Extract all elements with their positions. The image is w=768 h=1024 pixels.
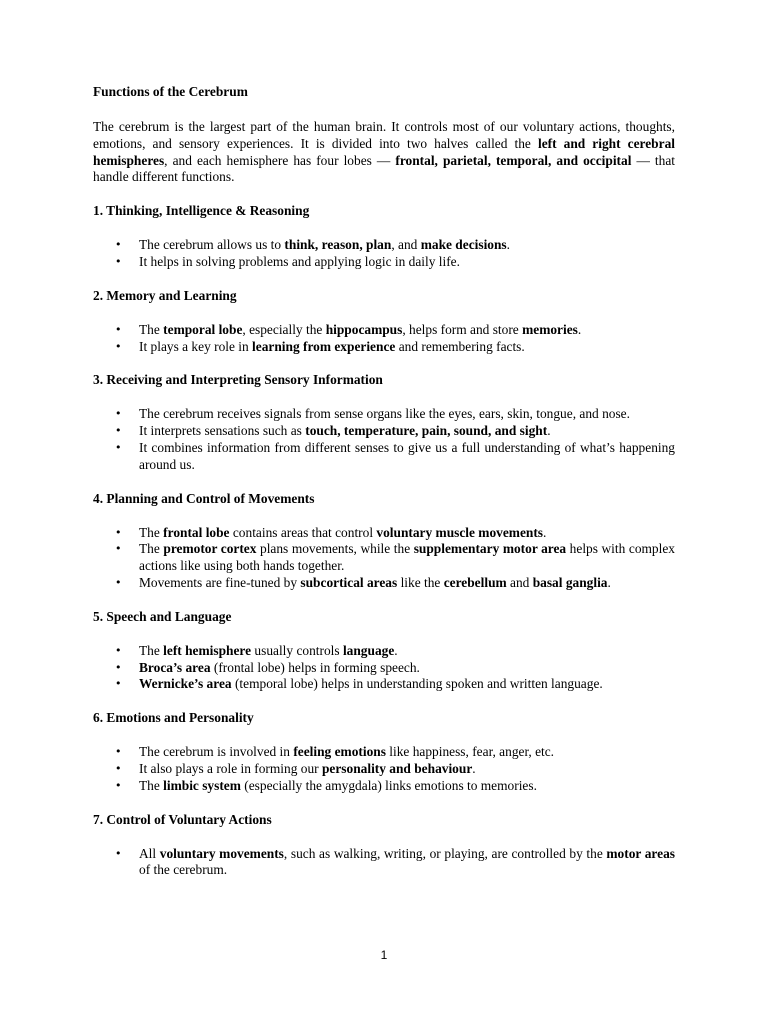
section-heading: 2. Memory and Learning bbox=[93, 287, 237, 303]
bold-text: learning from experience bbox=[252, 338, 396, 354]
text-run: plans movements, while the bbox=[256, 541, 414, 557]
bold-text: personality and behaviour bbox=[321, 760, 473, 776]
text-run: Movements are fine-tuned by bbox=[139, 574, 301, 590]
text-run: It interprets sensations such as bbox=[139, 423, 306, 439]
bullet-icon: • bbox=[115, 677, 122, 691]
bullet-item bbox=[93, 846, 675, 880]
bullet-item bbox=[93, 575, 675, 592]
bold-text: motor areas bbox=[606, 845, 675, 861]
text-run: , especially the bbox=[242, 321, 326, 337]
bold-text: frontal, parietal, temporal, and occipital bbox=[395, 152, 632, 168]
text-run: and bbox=[506, 574, 533, 590]
bullet-list bbox=[93, 237, 675, 271]
bold-text: cerebellum bbox=[443, 574, 507, 590]
bullet-item bbox=[93, 761, 675, 778]
bullet-item bbox=[93, 676, 675, 693]
text-run: . bbox=[577, 321, 582, 337]
bullet-icon: • bbox=[115, 339, 122, 353]
bold-text: subcortical areas bbox=[300, 574, 398, 590]
text-run: It helps in solving problems and applying logic in daily life. bbox=[139, 253, 460, 269]
bullet-icon: • bbox=[115, 407, 122, 421]
text-run: , such as walking, writing, or playing, are controlled by the bbox=[283, 845, 607, 861]
section-heading: 3. Receiving and Interpreting Sensory Information bbox=[93, 372, 383, 388]
bold-text: touch, temperature, pain, sound, and sight bbox=[305, 423, 548, 439]
text-run: The cerebrum is involved in bbox=[139, 744, 294, 760]
text-run: . bbox=[543, 524, 547, 540]
text-run: usually controls bbox=[251, 642, 343, 658]
text-run: It plays a key role in bbox=[139, 338, 253, 354]
text-run: . bbox=[472, 760, 476, 776]
text-run: The bbox=[139, 777, 164, 793]
bold-text: hippocampus bbox=[325, 321, 403, 337]
sections-container bbox=[93, 203, 675, 879]
section-heading: 4. Planning and Control of Movements bbox=[93, 490, 315, 506]
bold-text: supplementary motor area bbox=[413, 541, 567, 557]
bullet-list bbox=[93, 643, 675, 693]
section-heading: 7. Control of Voluntary Actions bbox=[93, 811, 272, 827]
text-run: and remembering facts. bbox=[395, 338, 525, 354]
bullet-list bbox=[93, 744, 675, 794]
text-run: , helps form and store bbox=[402, 321, 523, 337]
bullet-icon: • bbox=[115, 778, 122, 792]
section-heading: 1. Thinking, Intelligence & Reasoning bbox=[93, 203, 310, 219]
bold-text: language bbox=[342, 642, 395, 658]
bullet-icon: • bbox=[115, 761, 122, 775]
bold-text: Wernicke’s area bbox=[139, 676, 232, 692]
bullet-list bbox=[93, 406, 675, 473]
text-run: (frontal lobe) helps in forming speech. bbox=[210, 659, 420, 675]
bold-text: think, reason, plan bbox=[284, 237, 392, 253]
intro-paragraph bbox=[93, 119, 675, 186]
bullet-list bbox=[93, 846, 675, 880]
bullet-item bbox=[93, 322, 675, 339]
text-run: . bbox=[547, 423, 551, 439]
bullet-list bbox=[93, 525, 675, 592]
text-run: The bbox=[139, 541, 164, 557]
bullet-icon: • bbox=[115, 424, 122, 438]
bold-text: left hemisphere bbox=[163, 642, 252, 658]
bullet-icon: • bbox=[115, 575, 122, 589]
text-run: like the bbox=[397, 574, 444, 590]
bullet-item bbox=[93, 406, 675, 423]
bullet-item bbox=[93, 339, 675, 356]
bullet-icon: • bbox=[115, 643, 122, 657]
bullet-icon: • bbox=[115, 322, 122, 336]
text-run: . bbox=[607, 574, 611, 590]
text-run: (temporal lobe) helps in understanding spoken and written language. bbox=[231, 676, 603, 692]
bullet-item bbox=[93, 254, 675, 271]
bullet-item bbox=[93, 643, 675, 660]
document-title: Functions of the Cerebrum bbox=[93, 84, 248, 99]
bullet-icon: • bbox=[115, 660, 122, 674]
text-run: like happiness, fear, anger, etc. bbox=[385, 744, 555, 760]
bullet-item bbox=[93, 744, 675, 761]
text-run: , and bbox=[391, 237, 421, 253]
text-run: . bbox=[394, 642, 398, 658]
bullet-list bbox=[93, 322, 675, 356]
text-run: of the cerebrum. bbox=[139, 862, 228, 878]
text-run: The bbox=[139, 642, 164, 658]
text-run: It combines information from different senses to give us a full understanding of what’s happening around us. bbox=[139, 439, 675, 472]
bullet-item bbox=[93, 237, 675, 254]
bullet-item bbox=[93, 525, 675, 542]
page-number: 1 bbox=[380, 948, 388, 962]
bullet-item bbox=[93, 423, 675, 440]
text-run: , and each hemisphere has four lobes — bbox=[164, 152, 396, 168]
text-run: All bbox=[139, 845, 160, 861]
bold-text: feeling emotions bbox=[293, 744, 386, 760]
bold-text: voluntary muscle movements bbox=[376, 524, 544, 540]
bold-text: temporal lobe bbox=[163, 321, 243, 337]
text-run: helps with complex actions like using both hands together. bbox=[139, 541, 675, 574]
bullet-icon: • bbox=[115, 525, 122, 539]
text-run: . bbox=[506, 237, 511, 253]
bullet-icon: • bbox=[115, 254, 122, 268]
text-run: It also plays a role in forming our bbox=[139, 760, 322, 776]
bold-text: frontal lobe bbox=[163, 524, 230, 540]
bold-text: limbic system bbox=[163, 777, 241, 793]
bullet-icon: • bbox=[115, 745, 122, 759]
bold-text: voluntary movements bbox=[159, 845, 284, 861]
bullet-item bbox=[93, 660, 675, 677]
bold-text: basal ganglia bbox=[532, 574, 608, 590]
section-heading: 6. Emotions and Personality bbox=[93, 710, 254, 726]
section-heading: 5. Speech and Language bbox=[93, 608, 232, 624]
document-page bbox=[93, 84, 675, 879]
text-run: The cerebrum is the largest part of the human brain. It controls most of our voluntary actions, thoughts, emotions, and sensory experiences. It is divided into two halves called the bbox=[93, 119, 675, 151]
text-run: (especially the amygdala) links emotions to memories. bbox=[240, 777, 537, 793]
bullet-icon: • bbox=[115, 440, 122, 454]
bullet-icon: • bbox=[115, 238, 122, 252]
text-run: contains areas that control bbox=[229, 524, 377, 540]
bold-text: memories bbox=[522, 321, 578, 337]
text-run: The cerebrum allows us to bbox=[139, 237, 285, 253]
bold-text: premotor cortex bbox=[163, 541, 257, 557]
bold-text: make decisions bbox=[420, 237, 507, 253]
text-run: The bbox=[139, 524, 164, 540]
bold-text: left and right cerebral hemispheres bbox=[93, 135, 675, 168]
bullet-icon: • bbox=[115, 542, 122, 556]
text-run: The cerebrum receives signals from sense organs like the eyes, ears, skin, tongue, and nose. bbox=[139, 406, 630, 422]
text-run: — that handle different functions. bbox=[93, 152, 676, 185]
bullet-item bbox=[93, 778, 675, 795]
bullet-item bbox=[93, 541, 675, 575]
bullet-item bbox=[93, 440, 675, 474]
bullet-icon: • bbox=[115, 846, 122, 860]
text-run: The bbox=[139, 321, 164, 337]
bold-text: Broca’s area bbox=[139, 659, 211, 675]
